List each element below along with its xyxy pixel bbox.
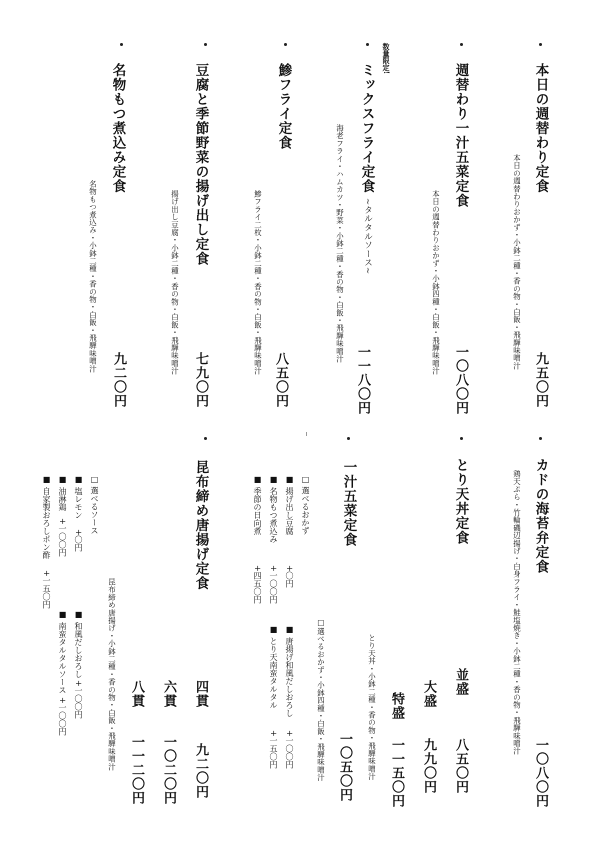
option-label: 南蛮タルタルソース [58,622,67,694]
option-price: +〇円 [74,529,83,552]
option-price: +一〇〇円 [285,730,294,769]
menu-item-description: 海老フライ・ハムカツ・野菜・小鉢二種・香の物・白飯・飛騨味噌汁 [335,124,345,363]
menu-item-price: 七九〇円 [193,352,208,408]
option-price: +一〇〇円 [269,565,278,604]
option-price: +一〇〇円 [74,680,83,719]
option-label: 油淋鶏 [58,487,67,511]
option-mark: ■ [253,475,262,484]
menu-item-title: 週替わり一汁五菜定食 [452,63,469,208]
menu-item-title: 豆腐と季節野菜の揚げ出し定食 [192,63,209,266]
size-price: 一一五〇円 [389,738,404,808]
menu-item-title: 一汁五菜定食 [340,460,357,547]
option-label: 名物もつ煮込み [269,487,278,543]
option-label: 唐揚げ和風だしおろし [285,637,294,717]
option-label: 季節の日向煮 [253,487,262,535]
size-label: 特盛 [389,692,404,720]
menu-item-description: 鯵フライ二枚・小鉢二種・香の物・白飯・飛騨味噌汁 [253,190,263,375]
sauce-label: □ 選べるソース [90,475,99,535]
option-label: 塩レモン [74,487,83,519]
bullet-dot [539,43,542,46]
bullet-dot [460,43,463,46]
bullet-dot [284,43,287,46]
option-label: 揚げ出し豆腐 [285,487,294,535]
option-mark: ■ [269,625,278,634]
bullet-dot [347,437,350,440]
option-price: +一〇〇円 [58,518,67,557]
menu-item-price: 一〇八〇円 [533,738,548,808]
menu-item-description: 名物もつ煮込み・小鉢二種・香の物・白飯・飛騨味噌汁 [88,180,98,373]
option-price: +一〇〇円 [58,697,67,736]
option-mark: ■ [58,475,67,484]
option-mark: ■ [285,625,294,634]
option-mark: ■ [74,610,83,619]
option-price: +〇円 [285,565,294,588]
menu-item-title: ミックスフライ定食 [358,63,375,194]
menu-item-description: 鶏天ぷら・竹輪磯辺揚げ・白身フライ・鮭塩焼き・小鉢二種・香の物・飛騨味噌汁 [512,470,522,755]
menu-item-subtitle: ~タルタルソース~ [362,198,373,275]
bullet-dot [204,43,207,46]
option-price: +一五〇円 [42,570,51,609]
menu-item-price: 一〇五〇円 [337,732,352,802]
bullet-dot [204,437,207,440]
center-tick [306,432,307,436]
menu-item-description: 本日の週替わりおかず・小鉢四種・白飯・飛騨味噌汁 [431,190,441,375]
size-price: 一〇二〇円 [161,735,176,805]
size-label: 大盛 [421,680,436,708]
menu-item-price: 一一八〇円 [355,345,370,415]
menu-item-price: 八五〇円 [273,352,288,408]
bullet-dot [120,43,123,46]
option-label: 和風だしおろし [74,622,83,678]
size-price: 一一二〇円 [129,735,144,805]
menu-item-title: 鯵フライ定食 [275,63,292,150]
size-price: 九二〇円 [193,743,208,799]
option-label: とり天南蛮タルタル [269,637,278,709]
menu-item-description: 本日の週替わりおかず・小鉢二種・香の物・白飯・飛騨味噌汁 [512,154,522,370]
option-price: +一五〇円 [269,730,278,769]
option-label: 自家製おろしポン酢 [42,487,51,559]
menu-item-price: 一〇八〇円 [453,345,468,415]
menu-item-price: 九五〇円 [533,352,548,408]
menu-item-title: とり天丼定食 [452,458,469,545]
size-price: 八五〇円 [453,738,468,794]
menu-item-price: 九二〇円 [111,352,126,408]
bullet-dot [539,437,542,440]
menu-item-description: とり天丼・小鉢二種・香の物・飛騨味噌汁 [367,634,377,781]
menu-item-title: カドの海苔弁定食 [532,458,549,574]
bullet-dot [366,43,369,46]
menu-item-title: 名物もつ煮込み定食 [109,63,126,194]
menu-item-title: 本日の週替わり定食 [532,63,549,194]
bullet-dot [460,437,463,440]
menu-item-description: □選べるおかず・小鉢四種・白飯・飛騨味噌汁 [316,618,326,782]
size-label: 並盛 [453,668,468,696]
choose-label: □ 選べるおかず [301,475,310,535]
option-mark: ■ [58,610,67,619]
option-mark: ■ [269,475,278,484]
option-mark: ■ [285,475,294,484]
option-mark: ■ [42,475,51,484]
menu-item-description: 揚げ出し豆腐・小鉢二種・香の物・白飯・飛騨味噌汁 [170,190,180,375]
size-label: 八貫 [129,680,144,708]
option-price: +四五〇円 [253,565,262,604]
option-mark: ■ [74,475,83,484]
limited-quantity-note: 数量限定! [382,43,391,75]
size-label: 四貫 [193,680,208,708]
menu-item-description: 昆布締め唐揚げ・小鉢二種・香の物・白飯・飛騨味噌汁 [107,578,117,771]
menu-item-title: 昆布締め唐揚げ定食 [192,460,209,591]
size-price: 九九〇円 [421,738,436,794]
size-label: 六貫 [161,680,176,708]
